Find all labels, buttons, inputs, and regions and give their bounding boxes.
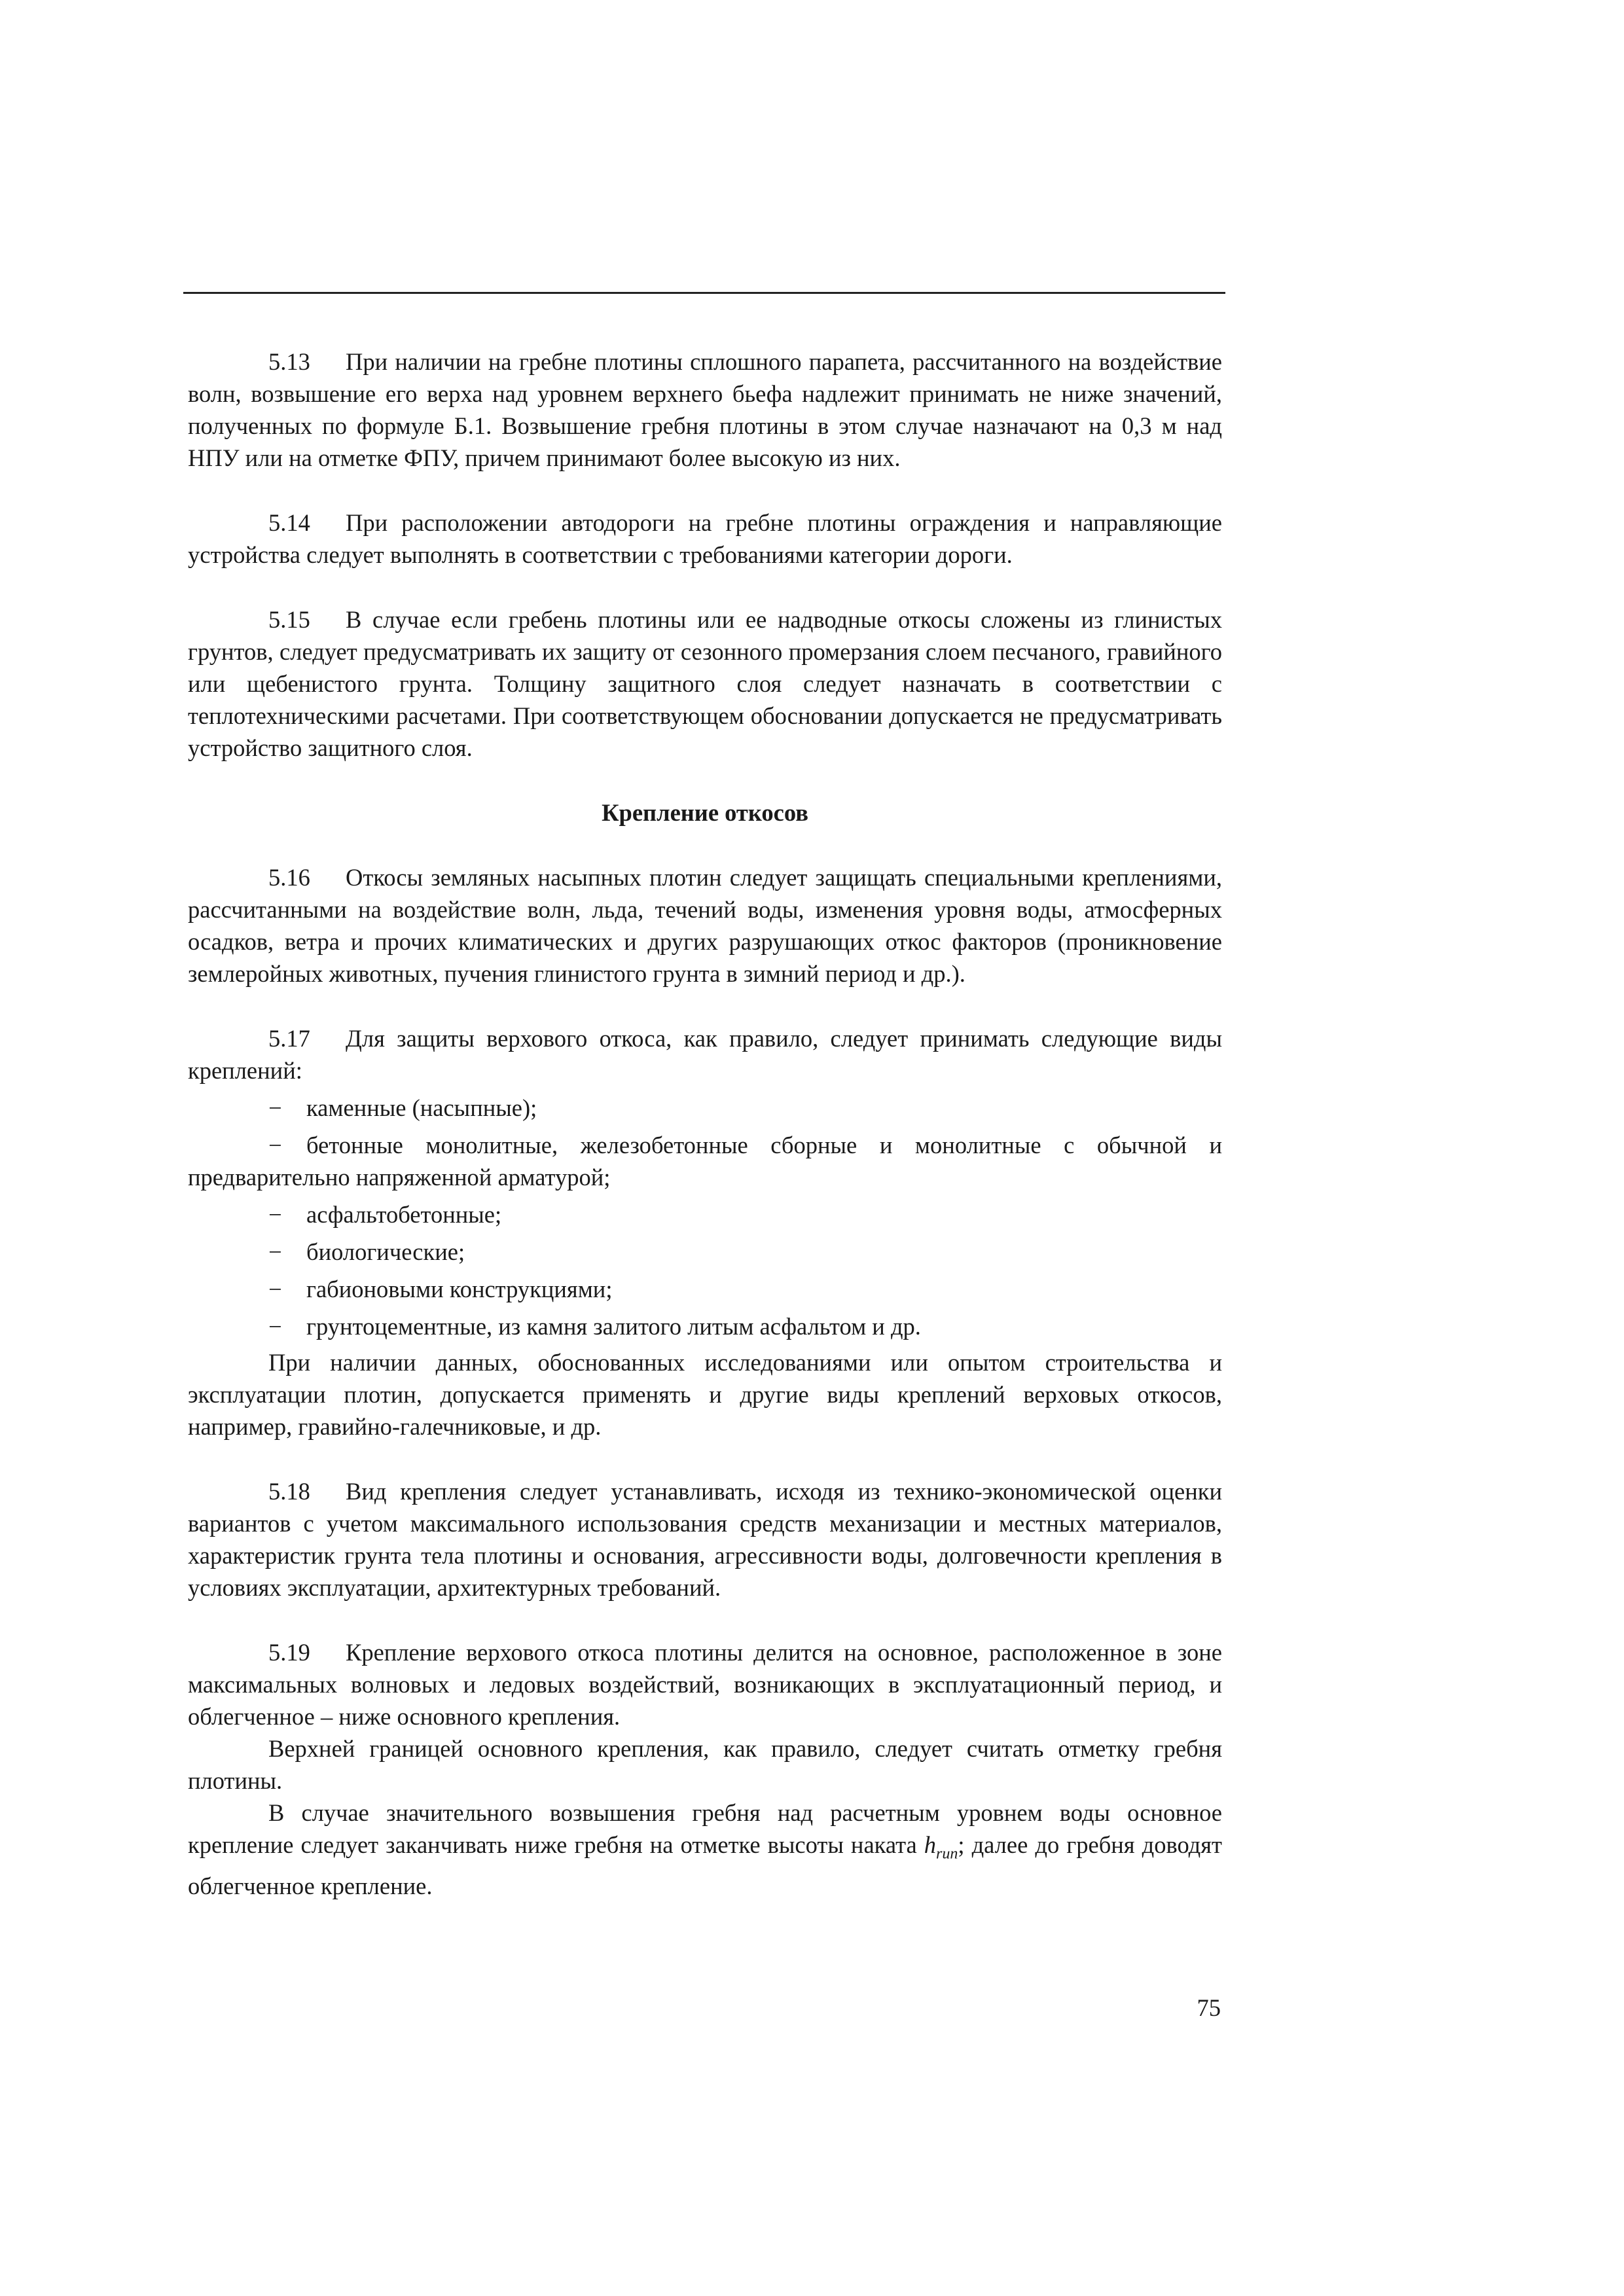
list-item-text: грунтоцементные, из камня залитого литым асфальтом и др. <box>306 1313 921 1340</box>
dash-bullet: − <box>268 1201 282 1228</box>
header-rule <box>183 292 1225 294</box>
clause-text: Крепление верхового откоса плотины делится на основное, расположенное в зоне максимальных волновых и ледовых воздействий, возникающих в эксплуатационный период, и облегченное – ниже основного крепления. <box>188 1639 1222 1730</box>
clause-number: 5.19 <box>268 1639 310 1666</box>
paragraph-5-15 <box>188 603 1222 764</box>
paragraph-5-17-continuation: При наличии данных, обоснованных исследованиями или опытом строительства и эксплуатации плотин, допускается применять и другие виды креплений верховых откосов, например, гравийно-галечниковые, и др. <box>188 1349 1222 1440</box>
list-item-text: асфальтобетонные; <box>306 1201 502 1228</box>
clause-number: 5.15 <box>268 606 310 633</box>
clause-number: 5.14 <box>268 509 310 536</box>
list-item-text: каменные (насыпные); <box>306 1094 537 1121</box>
clause-number: 5.17 <box>268 1025 310 1052</box>
clause-text: При наличии на гребне плотины сплошного парапета, рассчитанного на воздействие волн, возвышение его верха над уровнем верхнего бьефа надлежит принимать не ниже значений, полученных по формуле Б.1. Возвышение гребня плотины в этом случае назначают на 0,3 м над НПУ или на отметке ФПУ, причем принимают более высокую из них. <box>188 348 1222 471</box>
clause-number: 5.18 <box>268 1478 310 1505</box>
clause-text: Откосы земляных насыпных плотин следует защищать специальными креплениями, рассчитанными на воздействие волн, льда, течений воды, изменения уровня воды, атмосферных осадков, ветра и прочих климатических и других разрушающих откос факторов (проникновение землеройных животных, пучения глинистого грунта в зимний период и др.). <box>188 864 1222 987</box>
list-item <box>188 1236 1222 1268</box>
p3-text-after: ; далее до гребня доводят облегченное крепление. <box>188 1831 1222 1900</box>
list-item <box>188 1129 1222 1193</box>
clause-text: При расположении автодороги на гребне плотины ограждения и направляющие устройства следует выполнять в соответствии с требованиями категории дороги. <box>188 509 1222 568</box>
list-item-text: габионовыми конструкциями; <box>306 1276 613 1302</box>
paragraph-5-16 <box>188 861 1222 990</box>
list-item <box>188 1310 1222 1342</box>
dash-bullet: − <box>268 1132 282 1158</box>
paragraph-5-19 <box>188 1636 1222 1732</box>
clause-number: 5.16 <box>268 864 310 891</box>
run-up-subscript: run <box>936 1845 958 1863</box>
page-number: 75 <box>1197 1994 1221 2021</box>
dash-bullet: − <box>268 1094 282 1121</box>
paragraph-5-19-p3 <box>188 1797 1222 1902</box>
document-body <box>188 346 1222 1902</box>
section-heading: Крепление откосов <box>602 799 808 826</box>
paragraph-5-17 <box>188 1022 1222 1086</box>
dash-bullet: − <box>268 1238 282 1265</box>
list-item <box>188 1273 1222 1305</box>
list-item <box>188 1092 1222 1124</box>
paragraph-5-13 <box>188 346 1222 474</box>
clause-text: Для защиты верхового откоса, как правило, следует принимать следующие виды креплений: <box>188 1025 1222 1084</box>
dash-bullet: − <box>268 1313 282 1340</box>
paragraph-5-18 <box>188 1475 1222 1604</box>
clause-text: В случае если гребень плотины или ее надводные откосы сложены из глинистых грунтов, следует предусматривать их защиту от сезонного промерзания слоем песчаного, гравийного или щебенистого грунта. Толщину защитного слоя следует назначать в соответствии с теплотехническими расчетами. При соответствующем обосновании допускается не предусматривать устройство защитного слоя. <box>188 606 1222 761</box>
list-item <box>188 1198 1222 1230</box>
dash-bullet: − <box>268 1276 282 1302</box>
clause-number: 5.13 <box>268 348 310 375</box>
run-up-variable: h <box>924 1831 937 1858</box>
list-item-text: бетонные монолитные, железобетонные сборные и монолитные с обычной и предварительно напряженной арматурой; <box>188 1132 1222 1191</box>
paragraph-5-14 <box>188 507 1222 571</box>
list-item-text: биологические; <box>306 1238 465 1265</box>
clause-text: Вид крепления следует устанавливать, исходя из технико-экономической оценки вариантов с учетом максимального использования средств механизации и местных материалов, характеристик грунта тела плотины и основания, агрессивности воды, долговечности крепления в условиях эксплуатации, архитектурных требований. <box>188 1478 1222 1601</box>
p3-text-before: В случае значительного возвышения гребня над расчетным уровнем воды основное крепление следует заканчивать ниже гребня на отметке высоты наката <box>188 1799 1222 1858</box>
paragraph-5-19-p2: Верхней границей основного крепления, как правило, следует считать отметку гребня плотины. <box>188 1735 1222 1794</box>
